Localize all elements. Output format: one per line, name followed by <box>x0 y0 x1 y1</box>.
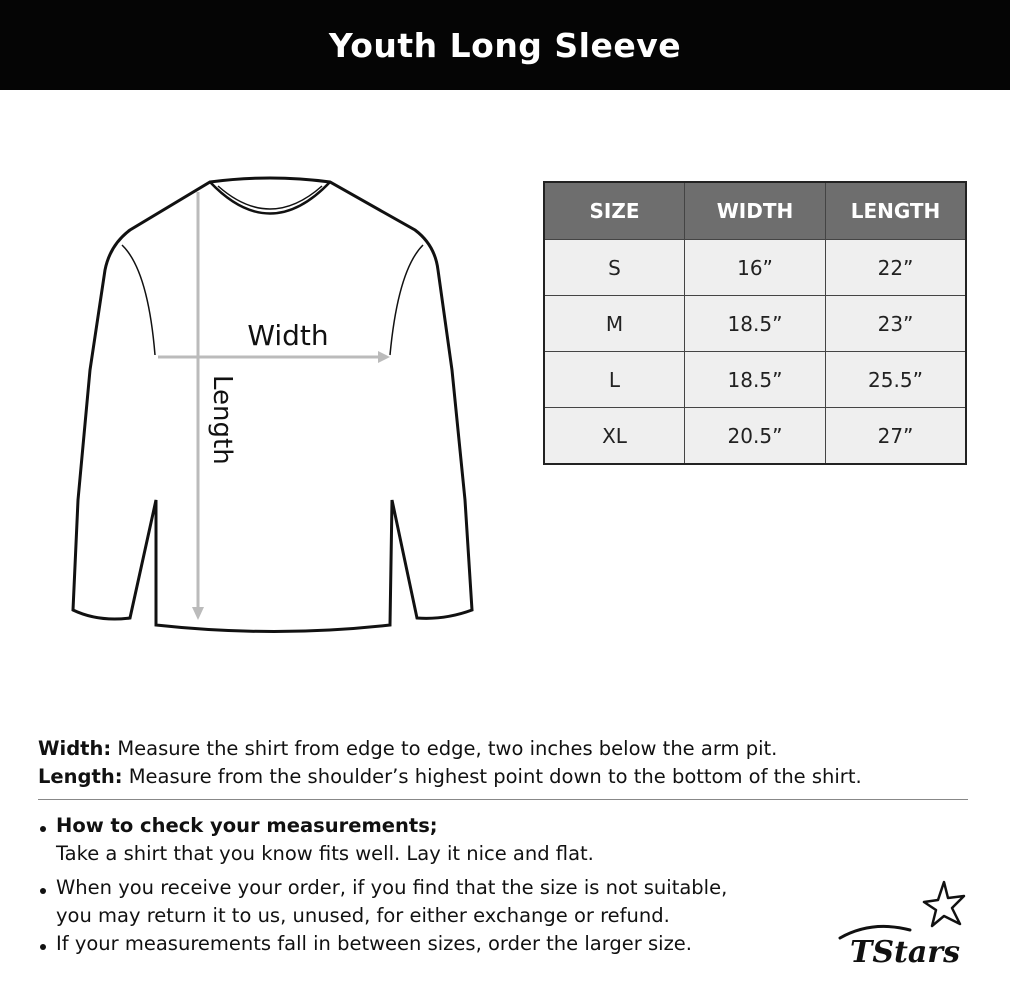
cell-length: 22” <box>826 240 967 296</box>
logo-text: TStars <box>850 935 960 970</box>
list-item-text: Take a shirt that you know fits well. Lay it nice and flat. <box>56 842 594 865</box>
width-note <box>38 735 978 763</box>
measurement-notes <box>38 735 978 791</box>
cell-length: 27” <box>826 408 967 465</box>
shirt-outline <box>73 178 472 632</box>
table-row <box>544 296 966 352</box>
width-label: Width <box>247 319 329 352</box>
length-description: Measure from the shoulder’s highest point down to the bottom of the shirt. <box>122 765 862 788</box>
list-item-text: you may return it to us, unused, for either exchange or refund. <box>56 904 670 927</box>
tips-list <box>38 812 838 958</box>
list-item-heading: How to check your measurements; <box>56 814 438 837</box>
list-item <box>38 930 838 958</box>
divider <box>38 799 968 800</box>
cell-width: 18.5” <box>685 296 826 352</box>
logo-star-icon <box>924 882 964 926</box>
table-header-row <box>544 182 966 240</box>
cell-size: L <box>544 352 685 408</box>
cell-width: 18.5” <box>685 352 826 408</box>
cell-length: 25.5” <box>826 352 967 408</box>
length-label: Length <box>207 375 237 465</box>
length-term: Length: <box>38 765 123 788</box>
cell-size: S <box>544 240 685 296</box>
table-row <box>544 352 966 408</box>
list-item <box>38 874 838 930</box>
cell-width: 20.5” <box>685 408 826 465</box>
cell-size: XL <box>544 408 685 465</box>
list-item-text: When you receive your order, if you find that the size is not suitable, <box>56 876 728 899</box>
width-term: Width: <box>38 737 112 760</box>
list-item-text: If your measurements fall in between sizes, order the larger size. <box>56 932 693 955</box>
page-header <box>0 0 1010 90</box>
cell-width: 16” <box>685 240 826 296</box>
header-length: LENGTH <box>826 182 967 240</box>
width-description: Measure the shirt from edge to edge, two inches below the arm pit. <box>111 737 778 760</box>
length-note <box>38 763 978 791</box>
size-chart-table <box>543 181 967 465</box>
long-sleeve-shirt-diagram <box>60 170 490 640</box>
tstars-logo <box>832 880 972 975</box>
table-row <box>544 240 966 296</box>
page-title: Youth Long Sleeve <box>328 25 682 65</box>
table-row <box>544 408 966 465</box>
cell-size: M <box>544 296 685 352</box>
list-item <box>38 812 838 868</box>
header-width: WIDTH <box>685 182 826 240</box>
header-size: SIZE <box>544 182 685 240</box>
cell-length: 23” <box>826 296 967 352</box>
